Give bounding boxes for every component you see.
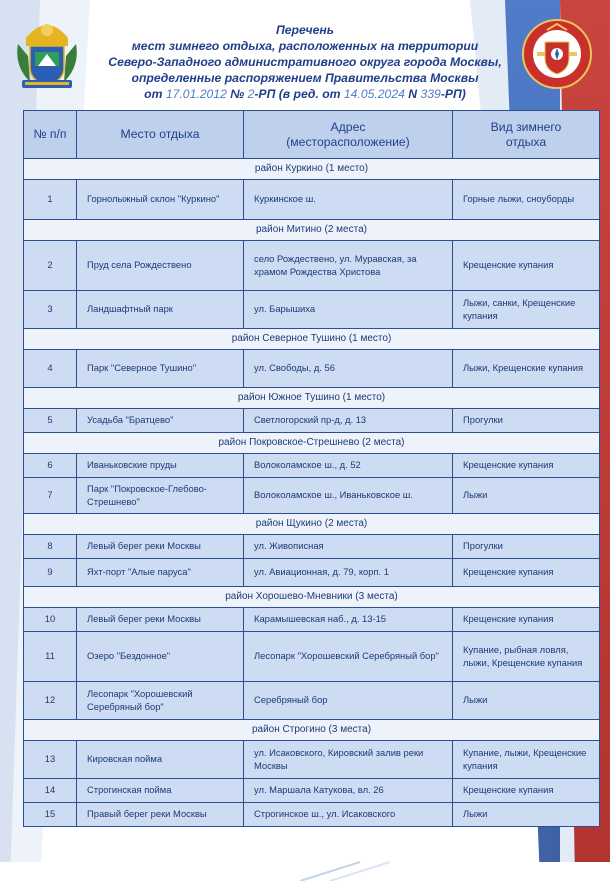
district-row: район Северное Тушино (1 место) xyxy=(24,329,600,350)
cell-type: Лыжи, Крещенские купания xyxy=(453,350,600,388)
district-row: район Хорошево-Мневники (3 места) xyxy=(24,587,600,608)
cell-type: Купание, рыбная ловля, лыжи, Крещенские купания xyxy=(453,632,600,682)
cell-number: 15 xyxy=(24,803,77,827)
table-row xyxy=(24,559,600,587)
cell-number: 13 xyxy=(24,741,77,779)
cell-type: Прогулки xyxy=(453,535,600,559)
cell-type: Прогулки xyxy=(453,409,600,433)
district-row: район Куркино (1 место) xyxy=(24,159,600,180)
cell-type: Крещенские купания xyxy=(453,779,600,803)
cell-number: 10 xyxy=(24,608,77,632)
table-row xyxy=(24,632,600,682)
district-row: район Щукино (2 места) xyxy=(24,514,600,535)
cell-place: Левый берег реки Москвы xyxy=(77,608,244,632)
cell-address: ул. Исаковского, Кировский залив реки Москвы xyxy=(244,741,453,779)
cell-number: 5 xyxy=(24,409,77,433)
cell-number: 9 xyxy=(24,559,77,587)
table-row xyxy=(24,608,600,632)
table-row xyxy=(24,180,600,220)
cell-address: Серебряный бор xyxy=(244,682,453,720)
cell-address: село Рождествено, ул. Муравская, за храмом Рождества Христова xyxy=(244,241,453,291)
decree-number-2: 339 xyxy=(420,87,441,101)
cell-place: Левый берег реки Москвы xyxy=(77,535,244,559)
title-line-4: определенные распоряжением Правительства Москвы xyxy=(131,71,479,85)
cell-place: Строгинская пойма xyxy=(77,779,244,803)
cell-place: Парк "Северное Тушино" xyxy=(77,350,244,388)
title-line-1: Перечень xyxy=(276,23,334,37)
table-row xyxy=(24,291,600,329)
cell-address: ул. Свободы, д. 56 xyxy=(244,350,453,388)
cell-number: 6 xyxy=(24,454,77,478)
cell-type: Купание, лыжи, Крещенские купания xyxy=(453,741,600,779)
cell-type: Лыжи xyxy=(453,803,600,827)
district-row: район Покровское-Стрешнево (2 места) xyxy=(24,433,600,454)
district-row: район Строгино (3 места) xyxy=(24,720,600,741)
cell-number: 3 xyxy=(24,291,77,329)
cell-place: Ландшафтный парк xyxy=(77,291,244,329)
cell-address: ул. Барышиха xyxy=(244,291,453,329)
cell-type: Лыжи xyxy=(453,682,600,720)
cell-address: Карамышевская наб., д. 13-15 xyxy=(244,608,453,632)
table-row xyxy=(24,779,600,803)
title-line-3: Северо-Западного административного округа города Москвы, xyxy=(108,55,502,69)
cell-address: ул. Живописная xyxy=(244,535,453,559)
winter-recreation-table xyxy=(23,110,600,827)
header-address: Адрес (месторасположение) xyxy=(244,111,453,159)
table-row xyxy=(24,241,600,291)
table-row xyxy=(24,409,600,433)
table-row xyxy=(24,535,600,559)
fire-department-emblem-icon xyxy=(522,18,592,90)
district-coat-of-arms-icon xyxy=(16,16,78,90)
cell-address: Куркинское ш. xyxy=(244,180,453,220)
document-title xyxy=(100,22,510,102)
document-header xyxy=(0,0,610,108)
cell-place: Иваньковские пруды xyxy=(77,454,244,478)
cell-number: 14 xyxy=(24,779,77,803)
cell-place: Усадьба "Братцево" xyxy=(77,409,244,433)
cell-type: Лыжи xyxy=(453,478,600,514)
cell-type: Лыжи, санки, Крещенские купания xyxy=(453,291,600,329)
cell-place: Парк "Покровское-Глебово-Стрешнево" xyxy=(77,478,244,514)
table-row xyxy=(24,478,600,514)
header-type: Вид зимнего отдыха xyxy=(453,111,600,159)
cell-place: Кировская пойма xyxy=(77,741,244,779)
cell-type: Крещенские купания xyxy=(453,241,600,291)
cell-type: Горные лыжи, сноуборды xyxy=(453,180,600,220)
cell-type: Крещенские купания xyxy=(453,608,600,632)
table-row xyxy=(24,682,600,720)
table-row xyxy=(24,741,600,779)
cell-place: Горнолыжный склон "Куркино" xyxy=(77,180,244,220)
cell-number: 4 xyxy=(24,350,77,388)
cell-address: Строгинское ш., ул. Исаковского xyxy=(244,803,453,827)
decree-number-1: 2 xyxy=(247,87,255,101)
header-number: № п/п xyxy=(24,111,77,159)
cell-number: 7 xyxy=(24,478,77,514)
cell-address: ул. Авиационная, д. 79, корп. 1 xyxy=(244,559,453,587)
district-row: район Митино (2 места) xyxy=(24,220,600,241)
title-line-2: мест зимнего отдыха, расположенных на территории xyxy=(131,39,479,53)
table-header-row xyxy=(24,111,600,159)
cell-address: Волоколамское ш., д. 52 xyxy=(244,454,453,478)
decree-date-2: 14.05.2024 xyxy=(343,87,405,101)
cell-type: Крещенские купания xyxy=(453,454,600,478)
cell-place: Лесопарк "Хорошевский Серебряный бор" xyxy=(77,682,244,720)
cell-address: Волоколамское ш., Иваньковское ш. xyxy=(244,478,453,514)
cell-place: Озеро "Бездонное" xyxy=(77,632,244,682)
cell-number: 8 xyxy=(24,535,77,559)
cell-place: Правый берег реки Москвы xyxy=(77,803,244,827)
cell-number: 12 xyxy=(24,682,77,720)
district-row: район Южное Тушино (1 место) xyxy=(24,388,600,409)
decree-date-1: 17.01.2012 xyxy=(165,87,227,101)
cell-type: Крещенские купания xyxy=(453,559,600,587)
table-row xyxy=(24,350,600,388)
table-row xyxy=(24,803,600,827)
cell-number: 11 xyxy=(24,632,77,682)
cell-place: Яхт-порт "Алые паруса" xyxy=(77,559,244,587)
cell-address: Светлогорский пр-д, д. 13 xyxy=(244,409,453,433)
header-place: Место отдыха xyxy=(77,111,244,159)
cell-place: Пруд села Рождествено xyxy=(77,241,244,291)
cell-address: Лесопарк "Хорошевский Серебряный бор" xyxy=(244,632,453,682)
title-line-5: от 17.01.2012 № 2-РП (в ред. от 14.05.2024 N 339-РП) xyxy=(144,87,466,101)
cell-number: 2 xyxy=(24,241,77,291)
cell-number: 1 xyxy=(24,180,77,220)
cell-address: ул. Маршала Катукова, вл. 26 xyxy=(244,779,453,803)
table-row xyxy=(24,454,600,478)
